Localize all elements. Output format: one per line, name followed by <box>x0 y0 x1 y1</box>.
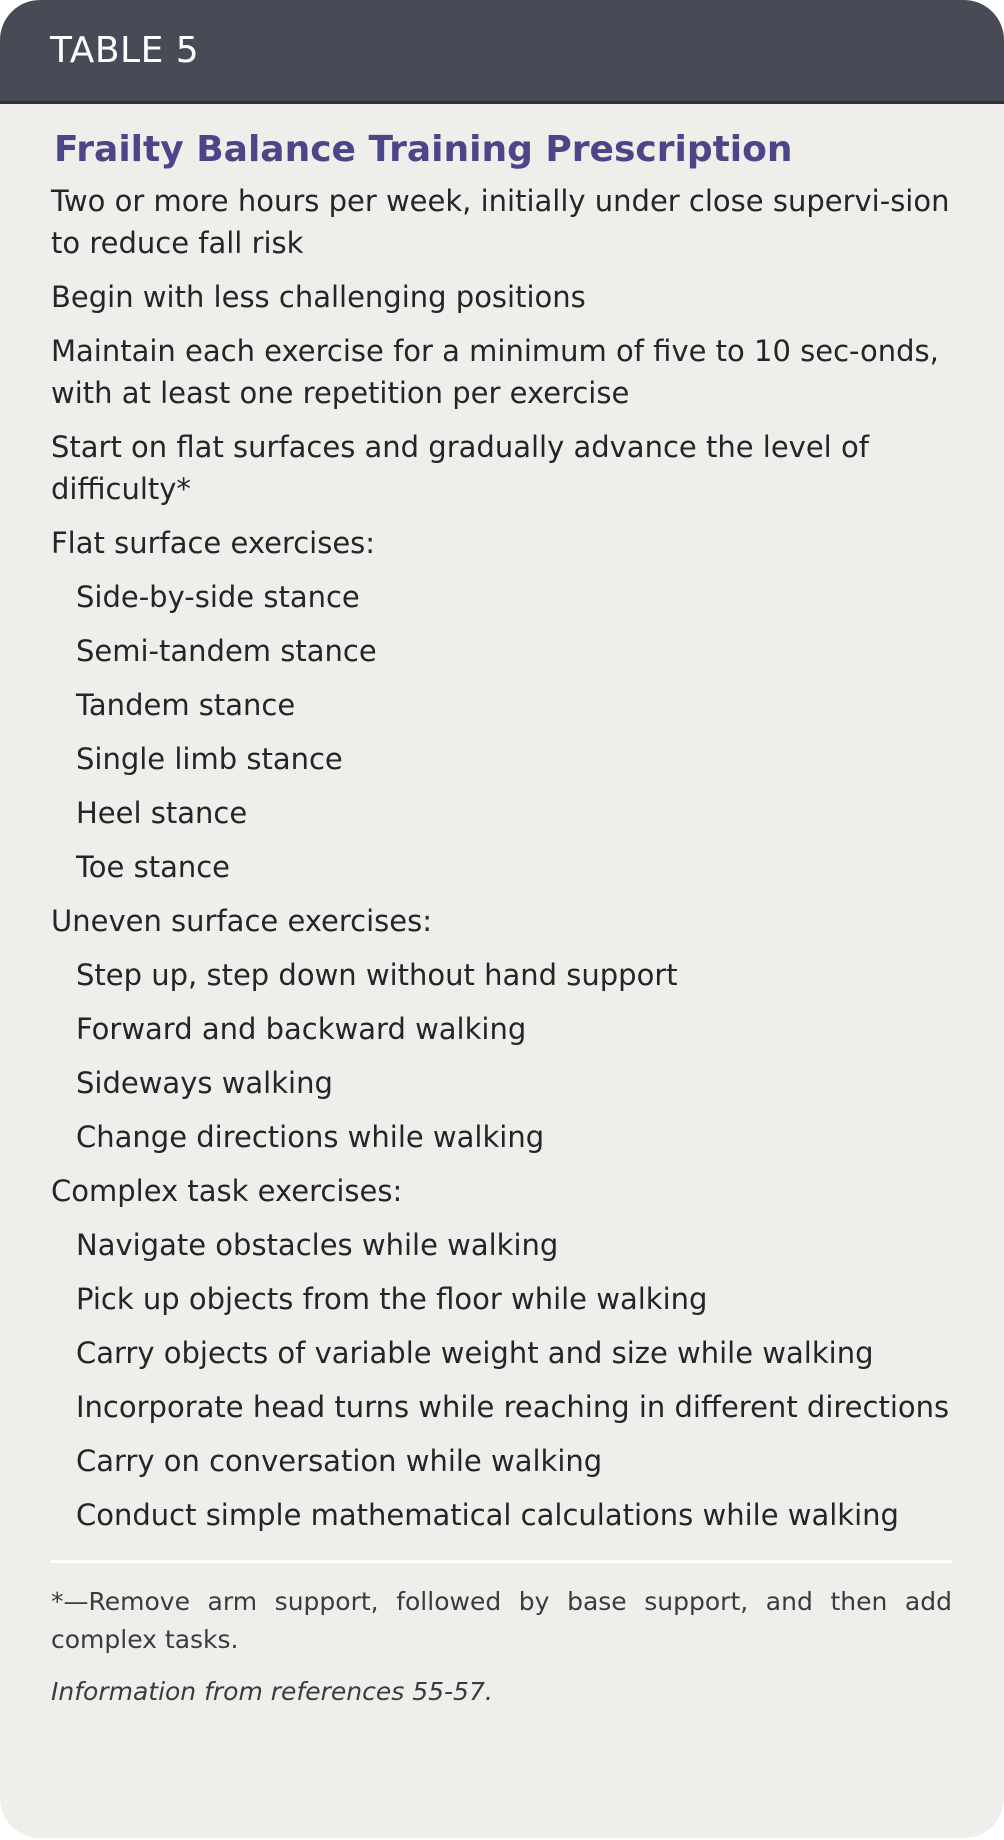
list-subitem: Step up, step down without hand support <box>76 958 678 992</box>
list-item: Maintain each exercise for a minimum of five to 10 sec-onds, with at least one repetition per exercise <box>51 334 939 410</box>
list-item: Uneven surface exercises: <box>51 904 433 938</box>
list-subitem: Semi-tandem stance <box>76 634 377 668</box>
list-item: Flat surface exercises: <box>51 526 376 560</box>
list-subitem: Change directions while walking <box>76 1120 545 1154</box>
list-subitem: Forward and backward walking <box>76 1012 527 1046</box>
footnote-divider <box>51 1560 952 1563</box>
list-subitem: Carry objects of variable weight and size while walking <box>76 1336 874 1370</box>
list-item: Start on flat surfaces and gradually advance the level of difficulty* <box>51 430 869 506</box>
list-subitem: Carry on conversation while walking <box>76 1444 603 1478</box>
prescription-list <box>51 180 952 1536</box>
list-subitem: Side-by-side stance <box>76 580 360 614</box>
list-item: Begin with less challenging positions <box>51 280 586 314</box>
list-subitem: Single limb stance <box>76 742 343 776</box>
table-header <box>0 0 1004 104</box>
list-subitem: Heel stance <box>76 796 248 830</box>
table-label: TABLE 5 <box>50 29 200 71</box>
list-subitem: Toe stance <box>76 850 231 884</box>
list-subitem: Pick up objects from the floor while walking <box>76 1282 708 1316</box>
list-item: Two or more hours per week, initially under close supervi-sion to reduce fall risk <box>51 184 950 260</box>
list-subitem: Conduct simple mathematical calculations while walking <box>76 1498 899 1532</box>
table-title: Frailty Balance Training Prescription <box>54 129 793 170</box>
list-subitem: Incorporate head turns while reaching in different directions <box>76 1390 950 1424</box>
list-item: Complex task exercises: <box>51 1174 403 1208</box>
source-note: Information from references 55-57. <box>51 1677 493 1706</box>
list-subitem: Navigate obstacles while walking <box>76 1228 559 1262</box>
table-content <box>0 104 1004 1711</box>
list-subitem: Tandem stance <box>76 688 296 722</box>
list-subitem: Sideways walking <box>76 1066 333 1100</box>
footnote: *—Remove arm support, followed by base support, and then add complex tasks. <box>51 1587 952 1654</box>
